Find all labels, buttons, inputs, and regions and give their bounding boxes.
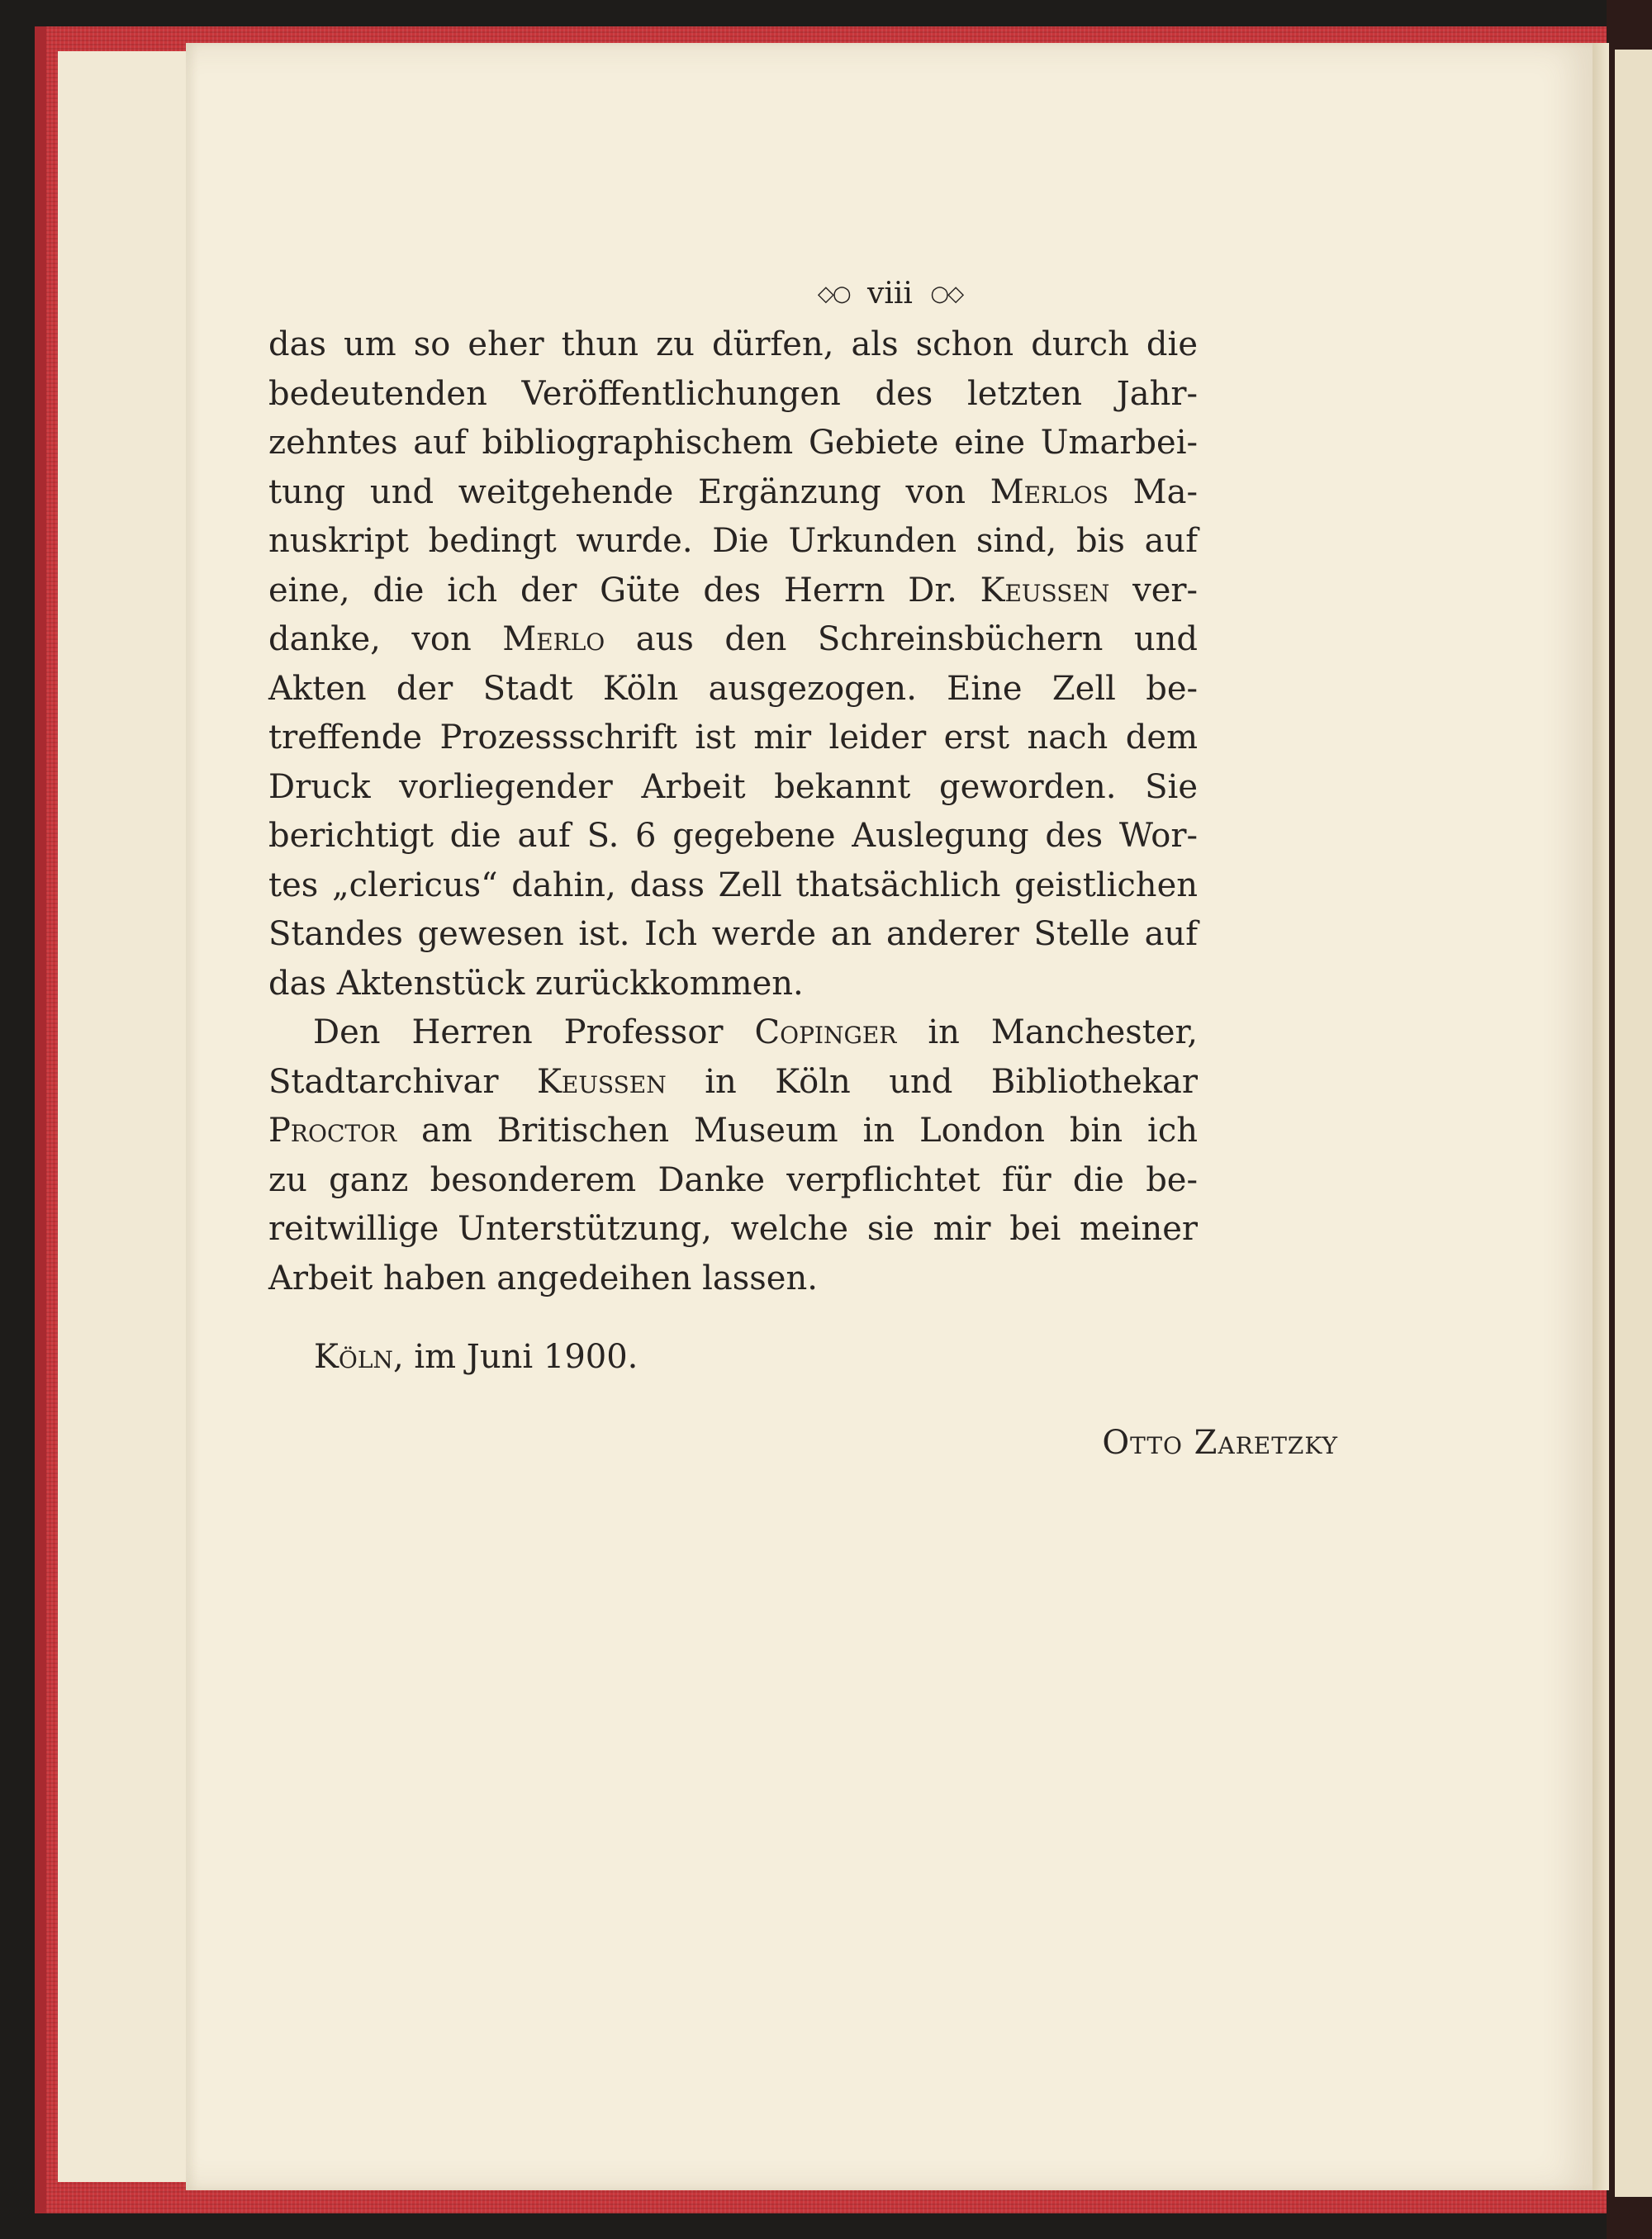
cover-edge	[35, 26, 46, 2213]
endpaper	[58, 51, 203, 2182]
page-header	[186, 278, 1594, 309]
person-name: Proctor	[268, 1112, 397, 1150]
person-name: Merlo	[502, 620, 605, 658]
text-line: berichtigt die auf S. 6 gegebene Auslegung des Wor-	[268, 817, 1198, 855]
text-line: das Aktenstück zurückkommen.	[268, 964, 804, 1003]
text-line	[268, 1058, 1198, 1108]
text-line	[268, 1107, 1198, 1156]
person-name: Merlos	[990, 472, 1108, 511]
text-segment: eine, die ich der Güte des Herrn Dr.	[268, 571, 980, 610]
ornament-right-icon: ○◇	[930, 282, 963, 306]
facing-page-edge	[1615, 50, 1652, 2197]
text-segment: tung und weitgehende Ergänzung von	[268, 472, 990, 511]
text-line: zehntes auf bibliographischem Gebiete eine Umarbei-	[268, 424, 1198, 462]
text-line	[268, 567, 1198, 616]
person-name: Keussen	[980, 571, 1110, 610]
date-text: , im Juni 1900.	[392, 1338, 638, 1376]
text-segment: Den Herren Professor	[313, 1013, 755, 1051]
author-signature: Otto Zaretzky	[1102, 1424, 1338, 1462]
text-segment: in Köln und Bibliothekar	[666, 1062, 1198, 1101]
body-text	[268, 320, 1198, 1303]
text-segment: danke, von	[268, 620, 503, 658]
text-segment: ver-	[1109, 571, 1199, 610]
dateline	[314, 1338, 638, 1376]
text-line: Arbeit haben angedeihen lassen.	[268, 1259, 818, 1297]
date-place: Köln	[314, 1338, 393, 1376]
text-line: bedeutenden Veröffentlichungen des letzten Jahr-	[268, 374, 1198, 413]
text-segment: in Manchester,	[896, 1013, 1198, 1051]
text-segment: am Britischen Museum in London bin ich	[396, 1112, 1198, 1150]
text-line	[268, 468, 1198, 518]
text-line: zu ganz besonderem Danke verpflichtet für die be-	[268, 1160, 1198, 1199]
text-line: reitwillige Unterstützung, welche sie mir bei meiner	[268, 1210, 1198, 1248]
text-line: nuskript bedingt wurde. Die Urkunden sind, bis auf	[268, 522, 1198, 560]
text-line: Standes gewesen ist. Ich werde an anderer Stelle auf	[268, 915, 1198, 953]
text-line: Druck vorliegender Arbeit bekannt geworden. Sie	[268, 767, 1198, 806]
paragraph	[268, 1008, 1198, 1303]
text-segment: aus den Schreinsbüchern und	[605, 620, 1198, 658]
paragraph	[268, 320, 1198, 1008]
ornament-left-icon: ◇○	[817, 282, 850, 306]
text-line	[268, 1008, 1198, 1058]
text-segment: Ma-	[1108, 472, 1198, 511]
page-number: viii	[867, 277, 913, 311]
person-name: Copinger	[754, 1013, 897, 1051]
text-line: tes „clericus“ dahin, dass Zell thatsächlich geistlichen	[268, 866, 1198, 904]
text-line: treffende Prozessschrift ist mir leider erst nach dem	[268, 719, 1198, 757]
person-name: Keussen	[537, 1062, 667, 1101]
text-segment: Stadtarchivar	[268, 1062, 537, 1101]
page-gutter	[1593, 43, 1609, 2190]
text-line: Akten der Stadt Köln ausgezogen. Eine Zell be-	[268, 669, 1198, 708]
text-line: das um so eher thun zu dürfen, als schon durch die	[268, 325, 1198, 363]
text-line	[268, 615, 1198, 665]
